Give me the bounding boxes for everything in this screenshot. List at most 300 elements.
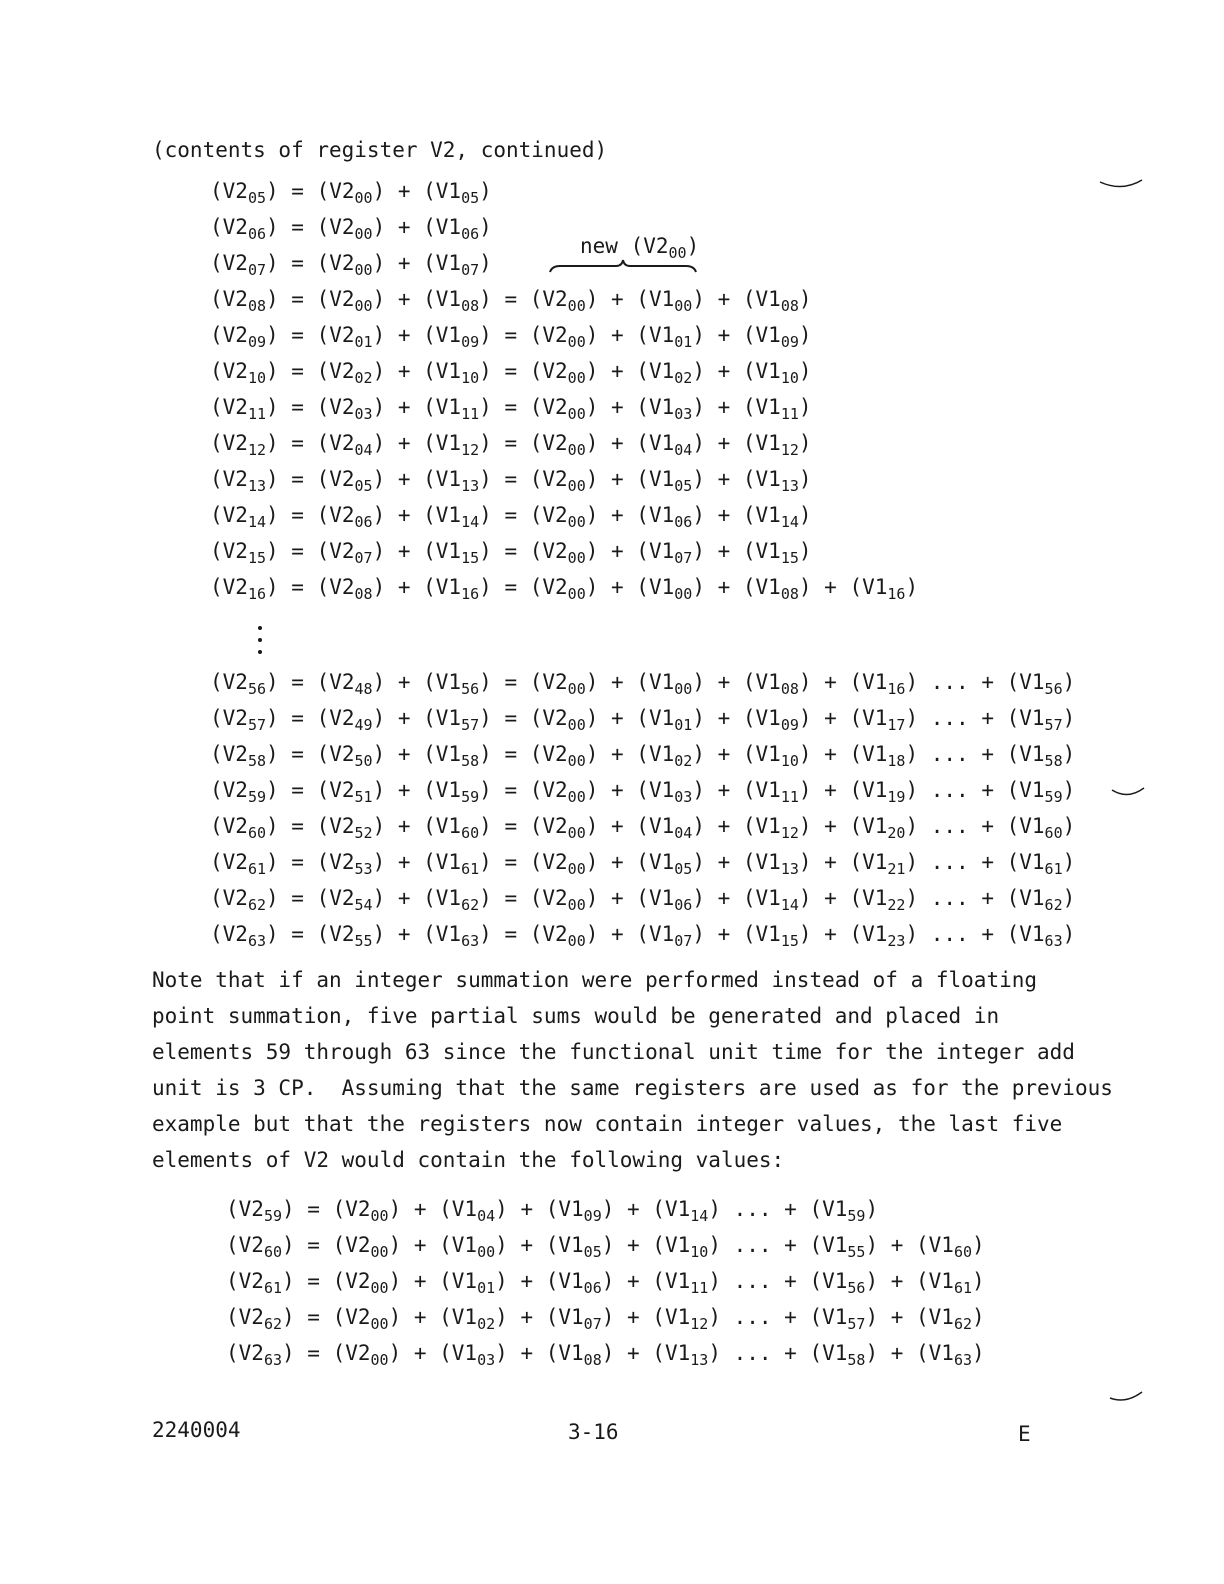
element-index: 15 [780,932,799,950]
element-index: 18 [887,752,906,770]
element-index: 16 [887,680,906,698]
element-index: 08 [461,297,480,315]
element-index: 62 [953,1315,973,1333]
note-line: elements 59 through 63 since the functional unit time for the integer add [152,1040,1075,1064]
equation-text: ) + (V1 [372,670,462,694]
note-paragraph [152,962,1112,1178]
equation-text: ) + (V1 [585,431,675,455]
element-index: 59 [461,788,480,806]
element-index: 58 [247,752,266,770]
equation-line [210,916,1075,952]
equation-line [226,1335,985,1371]
equation-text: ) [798,395,812,419]
equation-text: ) [1062,778,1076,802]
element-index: 00 [370,1279,389,1297]
equation-text: ) [479,251,492,275]
element-index: 20 [887,824,906,842]
equation-text: ) = (V2 [266,215,355,239]
equation-text: (V2 [210,323,248,347]
equation-text: ) + (V1 [372,467,462,491]
equation-text: ) = (V2 [479,503,568,527]
element-index: 13 [780,477,799,495]
equation-text: ) + (V1 [692,742,781,766]
element-index: 10 [690,1243,709,1261]
equation-line [210,281,918,317]
equation-text: ) = (V2 [266,251,355,275]
equation-text: (V2 [226,1197,264,1221]
note-line: point summation, five partial sums would be generated and placed in [152,1004,1000,1028]
equation-line [210,425,918,461]
equation-text: ) [972,1269,985,1293]
element-index: 01 [674,333,693,351]
equation-text: ) + (V1 [495,1269,584,1293]
element-index: 52 [354,824,373,842]
element-index: 08 [247,297,266,315]
note-line: unit is 3 CP. Assuming that the same registers are used as for the previous [152,1076,1113,1100]
note-line: elements of V2 would contain the following values: [152,1148,785,1172]
equation-block-1 [210,173,918,605]
equation-text: ) ... + (V1 [708,1341,848,1365]
equation-text: ) [1062,670,1076,694]
equation-text: ) + (V1 [585,395,675,419]
equation-text: ) = (V2 [479,850,568,874]
section-heading: (contents of register V2, continued) [152,138,608,162]
element-index: 07 [461,261,480,279]
element-index: 04 [674,824,693,842]
equation-text: ) [905,575,919,599]
equation-text: ) = (V2 [266,742,355,766]
element-index: 12 [780,824,799,842]
element-index: 11 [461,405,480,423]
equation-text: ) = (V2 [479,706,568,730]
equation-text: ) = (V2 [479,323,568,347]
equation-text: ) + (V1 [372,742,462,766]
element-index: 01 [477,1279,496,1297]
element-index: 05 [674,860,693,878]
equation-text: ) + (V1 [601,1305,691,1329]
element-index: 02 [354,369,373,387]
element-index: 57 [1044,716,1063,734]
element-index: 09 [583,1207,602,1225]
element-index: 49 [354,716,373,734]
element-index: 03 [477,1351,496,1369]
element-index: 00 [567,405,586,423]
equation-text: ) + (V1 [372,886,462,910]
equation-text: ) = (V2 [479,539,568,563]
element-index: 07 [674,932,693,950]
element-index: 00 [567,716,586,734]
equation-text: (V2 [210,814,248,838]
document-number: 2240004 [152,1418,241,1442]
element-index: 09 [780,333,799,351]
equation-text: ) + (V1 [865,1269,954,1293]
equation-line [210,533,918,569]
equation-line [210,880,1075,916]
equation-text: ) = (V2 [266,503,355,527]
element-index: 62 [263,1315,282,1333]
element-index: 63 [461,932,480,950]
element-index: 11 [690,1279,709,1297]
equation-text: (V2 [226,1233,264,1257]
equation-text: ) [1062,742,1076,766]
equation-text: ) + (V1 [585,287,675,311]
equation-line [226,1299,985,1335]
equation-text: ) + (V1 [372,359,462,383]
equation-line [210,772,1075,808]
equation-text: ) + (V1 [865,1233,954,1257]
element-index: 15 [247,549,266,567]
equation-block-2 [210,664,1075,952]
element-index: 00 [567,477,586,495]
equation-text: ) + (V1 [585,359,675,383]
equation-text: ) = (V2 [479,431,568,455]
element-index: 14 [780,896,799,914]
element-index: 00 [567,549,586,567]
element-index: 63 [247,932,266,950]
equation-text: ) [798,467,812,491]
element-index: 60 [1044,824,1063,842]
element-index: 60 [263,1243,282,1261]
equation-line [210,700,1075,736]
equation-text: ) = (V2 [266,359,355,383]
equation-text: ) + (V1 [585,742,675,766]
equation-text: ) = (V2 [266,287,355,311]
equation-text: ) [479,215,492,239]
equation-text: ) + (V1 [692,706,781,730]
equation-text: ) + (V1 [388,1197,478,1221]
element-index: 08 [780,585,799,603]
element-index: 09 [780,716,799,734]
equation-text: ) ... + (V1 [708,1197,848,1221]
equation-text: ) + (V1 [495,1197,584,1221]
equation-text: ) + (V1 [798,778,888,802]
element-index: 00 [567,788,586,806]
element-index: 15 [780,549,799,567]
equation-text: ) + (V1 [372,323,462,347]
equation-text: ) = (V2 [266,850,355,874]
equation-text: ) + (V1 [601,1341,691,1365]
equation-text: ) = (V2 [266,670,355,694]
equation-text: ) + (V1 [495,1305,584,1329]
element-index: 63 [1044,932,1063,950]
equation-text: ) + (V1 [372,539,462,563]
element-index: 11 [780,788,799,806]
element-index: 00 [567,752,586,770]
equation-text: ) + (V1 [692,814,781,838]
element-index: 61 [247,860,266,878]
equation-line [210,844,1075,880]
element-index: 12 [690,1315,709,1333]
element-index: 08 [354,585,373,603]
element-index: 08 [583,1351,602,1369]
equation-text: ) + (V1 [798,850,888,874]
equation-line [210,461,918,497]
equation-text: (V2 [210,742,248,766]
element-index: 58 [1044,752,1063,770]
equation-text: ) = (V2 [266,778,355,802]
equation-line [210,664,1075,700]
brace-annotation-label: new $(V2_{00})$ [580,234,700,262]
equation-text: ) = (V2 [282,1233,371,1257]
equation-text: ) = (V2 [266,539,355,563]
element-index: 00 [674,680,693,698]
element-index: 12 [780,441,799,459]
equation-text: ) + (V1 [692,670,781,694]
equation-text: ) + (V1 [372,179,462,203]
element-index: 17 [887,716,906,734]
element-index: 51 [354,788,373,806]
equation-text: ) + (V1 [798,814,888,838]
element-index: 59 [847,1207,866,1225]
equation-text: ) [798,503,812,527]
equation-text: (V2 [210,431,248,455]
equation-text: (V2 [210,670,248,694]
element-index: 00 [354,297,373,315]
equation-text: ) + (V1 [388,1341,478,1365]
element-index: 00 [567,860,586,878]
equation-text: ) + (V1 [372,706,462,730]
equation-text: ) + (V1 [798,706,888,730]
equation-text: ) ... + (V1 [905,742,1045,766]
element-index: 23 [887,932,906,950]
equation-line [210,736,1075,772]
equation-text: ) + (V1 [372,778,462,802]
equation-text: ) + (V1 [798,742,888,766]
equation-text: ) [972,1305,985,1329]
element-index: 06 [583,1279,602,1297]
element-index: 05 [674,477,693,495]
equation-text: ) ... + (V1 [905,814,1045,838]
equation-text: ) + (V1 [372,395,462,419]
element-index: 13 [780,860,799,878]
element-index: 16 [461,585,480,603]
element-index: 61 [1044,860,1063,878]
equation-text: ) = (V2 [266,395,355,419]
element-index: 60 [953,1243,973,1261]
equation-text: ) = (V2 [266,323,355,347]
element-index: 03 [354,405,373,423]
element-index: 63 [263,1351,282,1369]
equation-text: ) = (V2 [479,359,568,383]
element-index: 57 [247,716,266,734]
equation-text: ) ... + (V1 [905,778,1045,802]
element-index: 06 [674,513,693,531]
element-index: 19 [887,788,906,806]
equation-text: ) [865,1197,879,1221]
equation-text: ) = (V2 [479,886,568,910]
equation-text: ) [798,323,812,347]
equation-text: ) = (V2 [282,1305,371,1329]
equation-text: ) + (V1 [692,287,781,311]
element-index: 10 [780,369,799,387]
equation-text: ) + (V1 [692,922,781,946]
element-index: 13 [247,477,266,495]
element-index: 09 [247,333,266,351]
equation-text: ) + (V1 [372,575,462,599]
equation-text: ) + (V1 [692,323,781,347]
equation-line [210,209,918,245]
margin-mark-icon [1098,176,1144,192]
element-index: 50 [354,752,373,770]
element-index: 00 [567,932,586,950]
equation-text: (V2 [226,1269,264,1293]
equation-text: ) + (V1 [495,1341,584,1365]
element-index: 58 [847,1351,866,1369]
element-index: 21 [887,860,906,878]
equation-text: ) = (V2 [479,395,568,419]
equation-text: ) [798,431,812,455]
vertical-ellipsis [254,622,266,658]
equation-text: ) + (V1 [585,503,675,527]
equation-text: ) = (V2 [479,742,568,766]
equation-text: ) = (V2 [479,814,568,838]
element-index: 00 [370,1315,389,1333]
equation-text: ) = (V2 [266,922,355,946]
element-index: 07 [583,1315,602,1333]
element-index: 05 [247,189,266,207]
element-index: 60 [461,824,480,842]
element-index: 13 [690,1351,709,1369]
element-index: 62 [461,896,480,914]
equation-text: ) + (V1 [585,814,675,838]
equation-text: ) + (V1 [585,922,675,946]
element-index: 60 [247,824,266,842]
equation-line [210,389,918,425]
equation-text: ) ... + (V1 [905,670,1045,694]
element-index: 16 [247,585,266,603]
equation-text: ) = (V2 [282,1197,371,1221]
equation-text: (V2 [210,395,248,419]
element-index: 00 [370,1207,389,1225]
element-index: 58 [461,752,480,770]
equation-line [210,317,918,353]
equation-text: ) + (V1 [372,503,462,527]
element-index: 59 [1044,788,1063,806]
equation-text: (V2 [210,886,248,910]
equation-text: ) + (V1 [585,778,675,802]
equation-text: (V2 [226,1341,264,1365]
equation-text: ) + (V1 [585,706,675,730]
element-index: 53 [354,860,373,878]
equation-text: ) [1062,706,1076,730]
element-index: 56 [1044,680,1063,698]
element-index: 00 [567,896,586,914]
element-index: 00 [567,441,586,459]
equation-text: ) + (V1 [372,850,462,874]
element-index: 05 [461,189,480,207]
equation-text: ) = (V2 [282,1341,371,1365]
equation-text: ) + (V1 [585,323,675,347]
equation-text: (V2 [210,575,248,599]
equation-text: ) = (V2 [479,467,568,491]
equation-text: ) + (V1 [372,287,462,311]
element-index: 00 [354,225,373,243]
equation-text: ) + (V1 [798,922,888,946]
equation-text: ) + (V1 [372,251,462,275]
equation-text: ) [1062,922,1076,946]
element-index: 62 [247,896,266,914]
equation-text: ) + (V1 [601,1269,691,1293]
equation-text: ) + (V1 [692,850,781,874]
element-index: 07 [674,549,693,567]
equation-text: ) + (V1 [585,467,675,491]
element-index: 08 [780,680,799,698]
element-index: 55 [354,932,373,950]
equation-text: ) + (V1 [692,539,781,563]
equation-block-3 [226,1191,985,1371]
equation-line [210,569,918,605]
equation-text: (V2 [210,251,248,275]
equation-text: ) + (V1 [798,670,888,694]
element-index: 00 [674,585,693,603]
equation-text: ) [972,1341,985,1365]
equation-text: ) = (V2 [266,814,355,838]
equation-text: (V2 [210,778,248,802]
element-index: 00 [567,333,586,351]
element-index: 04 [674,441,693,459]
equation-line [210,173,918,209]
equation-line [226,1227,985,1263]
equation-text: ) [972,1233,985,1257]
element-index: 10 [247,369,266,387]
element-index: 06 [674,896,693,914]
equation-text: ) = (V2 [266,431,355,455]
equation-text: (V2 [210,215,248,239]
equation-line [226,1191,985,1227]
equation-text: ) + (V1 [692,359,781,383]
equation-text: ) + (V1 [495,1233,584,1257]
equation-text: ) = (V2 [282,1269,371,1293]
equation-text: ) + (V1 [692,886,781,910]
equation-text: ) + (V1 [372,922,462,946]
note-line: example but that the registers now contain integer values, the last five [152,1112,1063,1136]
margin-mark-icon [1110,784,1146,800]
element-index: 00 [477,1243,496,1261]
equation-text: ) = (V2 [479,778,568,802]
element-index: 59 [247,788,266,806]
element-index: 06 [461,225,480,243]
equation-text: ) + (V1 [692,778,781,802]
equation-text: (V2 [210,922,248,946]
equation-text: ) [1062,850,1076,874]
equation-text: ) ... + (V1 [905,922,1045,946]
element-index: 06 [247,225,266,243]
equation-text: ) + (V1 [692,575,781,599]
element-index: 12 [461,441,480,459]
element-index: 00 [567,513,586,531]
element-index: 04 [477,1207,496,1225]
equation-text: ) + (V1 [692,503,781,527]
equation-text: (V2 [210,539,248,563]
equation-text: ) = (V2 [266,467,355,491]
element-index: 00 [567,297,586,315]
element-index: 00 [354,261,373,279]
equation-text: ) + (V1 [388,1305,478,1329]
equation-text: ) + (V1 [798,575,888,599]
equation-text: (V2 [210,850,248,874]
element-index: 13 [461,477,480,495]
element-index: 00 [354,189,373,207]
element-index: 22 [887,896,906,914]
equation-text: ) + (V1 [601,1233,691,1257]
element-index: 10 [780,752,799,770]
element-index: 00 [674,297,693,315]
element-index: 02 [674,369,693,387]
equation-text: ) + (V1 [585,850,675,874]
element-index: 07 [354,549,373,567]
element-index: 01 [674,716,693,734]
element-index: 14 [690,1207,709,1225]
